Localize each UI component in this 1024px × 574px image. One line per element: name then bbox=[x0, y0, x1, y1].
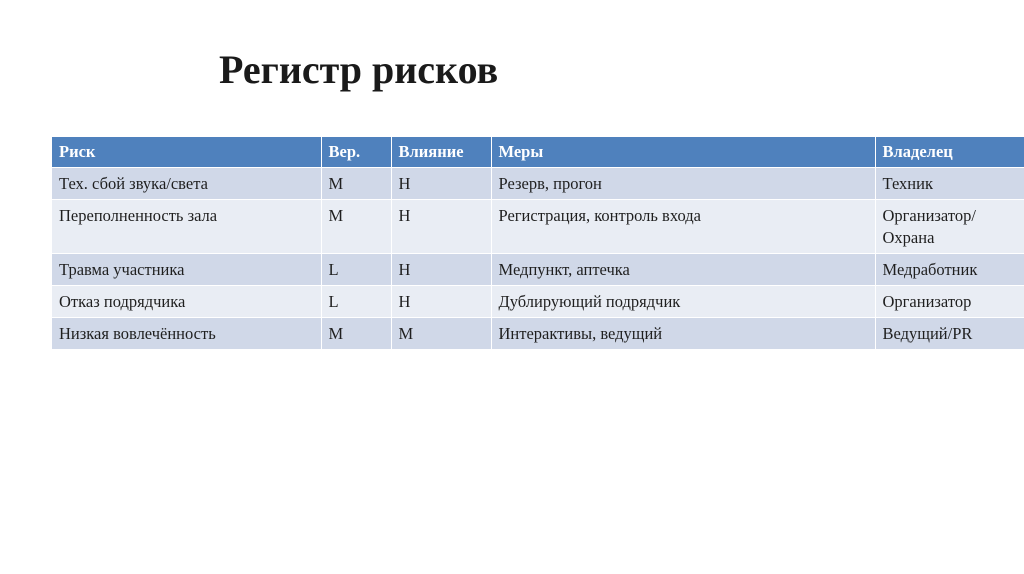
cell-owner: Медработник bbox=[875, 254, 1024, 286]
cell-risk: Отказ подрядчика bbox=[52, 286, 321, 318]
cell-measures: Дублирующий подрядчик bbox=[491, 286, 875, 318]
header-measures: Меры bbox=[491, 137, 875, 168]
cell-measures: Резерв, прогон bbox=[491, 168, 875, 200]
cell-impact: H bbox=[391, 200, 491, 254]
cell-owner: Техник bbox=[875, 168, 1024, 200]
cell-probability: L bbox=[321, 254, 391, 286]
risk-register-table bbox=[52, 137, 1024, 350]
cell-impact: H bbox=[391, 286, 491, 318]
slide-title: Регистр рисков bbox=[219, 47, 499, 92]
table-header-row bbox=[52, 137, 1024, 168]
cell-measures: Медпункт, аптечка bbox=[491, 254, 875, 286]
header-probability: Вер. bbox=[321, 137, 391, 168]
header-owner: Владелец bbox=[875, 137, 1024, 168]
table-row bbox=[52, 254, 1024, 286]
table-row bbox=[52, 200, 1024, 254]
cell-owner: Организатор/Охрана bbox=[875, 200, 1024, 254]
cell-risk: Травма участника bbox=[52, 254, 321, 286]
cell-impact: M bbox=[391, 318, 491, 350]
table-row bbox=[52, 168, 1024, 200]
cell-probability: M bbox=[321, 200, 391, 254]
cell-probability: L bbox=[321, 286, 391, 318]
cell-risk: Низкая вовлечённость bbox=[52, 318, 321, 350]
header-impact: Влияние bbox=[391, 137, 491, 168]
cell-probability: M bbox=[321, 318, 391, 350]
cell-owner: Ведущий/PR bbox=[875, 318, 1024, 350]
table-row bbox=[52, 318, 1024, 350]
cell-measures: Интерактивы, ведущий bbox=[491, 318, 875, 350]
cell-impact: H bbox=[391, 254, 491, 286]
cell-impact: H bbox=[391, 168, 491, 200]
header-risk: Риск bbox=[52, 137, 321, 168]
cell-measures: Регистрация, контроль входа bbox=[491, 200, 875, 254]
cell-risk: Тех. сбой звука/света bbox=[52, 168, 321, 200]
cell-probability: M bbox=[321, 168, 391, 200]
table-row bbox=[52, 286, 1024, 318]
cell-risk: Переполненность зала bbox=[52, 200, 321, 254]
cell-owner: Организатор bbox=[875, 286, 1024, 318]
